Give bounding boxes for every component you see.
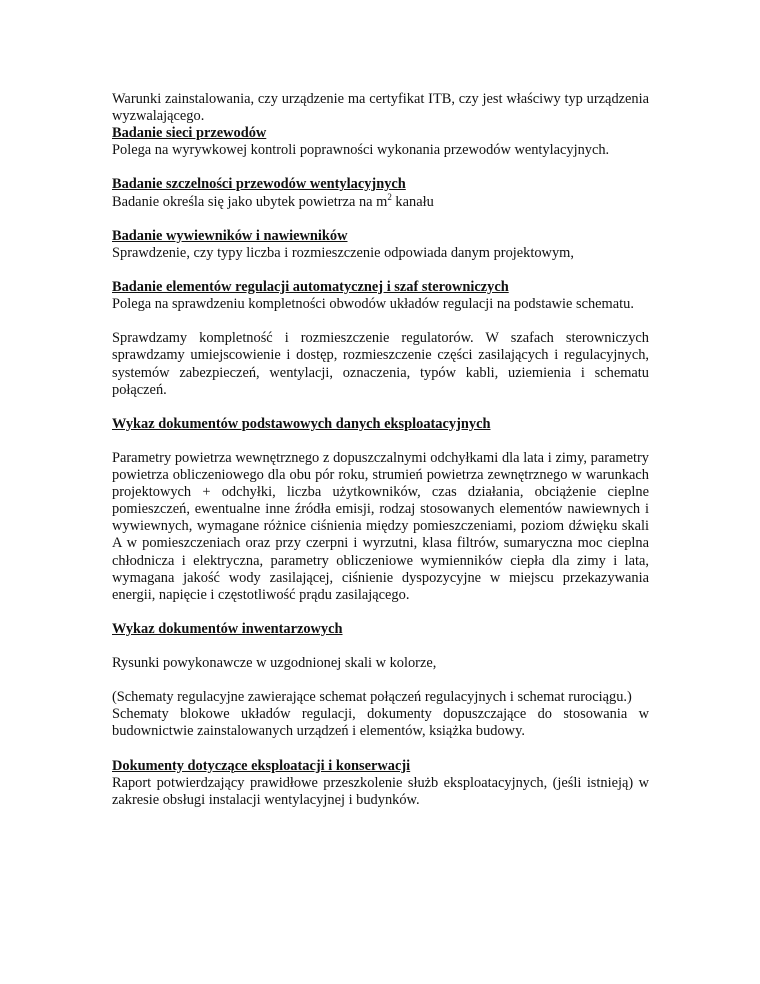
paragraph: Parametry powietrza wewnętrznego z dopuszczalnymi odchyłkami dla lata i zimy, parametry powietrza obliczeniowego dla obu pór roku, strumień powietrza zewnętrznego w warunkach projektowych + odchyłki, liczba użytkowników, czas działania, obciążenie cieplne pomieszczeń, ewentualne inne źródła emisji, rodzaj stosowanych elementów nawiewnych i wywiewnych, wymagane różnice ciśnienia między pomieszczeniami, poziom dźwięku skali A w pomieszczeniach oraz przy czerpni i wyrzutni, klasa filtrów, sumaryczna moc cieplna chłodnicza i elektryczna, parametry obliczeniowe wymienników ciepła dla zimy i lata, wymagana jakość wody zasilającej, ciśnienie dyspozycyjne w miejscu przekazywania energii, napięcie i częstotliwość prądu zasilającego.: [112, 449, 649, 603]
paragraph: Warunki zainstalowania, czy urządzenie ma certyfikat ITB, czy jest właściwy typ urządzenia wyzwalającego.: [112, 91, 649, 125]
paragraph: Raport potwierdzający prawidłowe przeszkolenie służb eksploatacyjnych, (jeśli istnieją) w zakresie obsługi instalacji wentylacyjnej i budynków.: [112, 774, 649, 808]
section-heading: Badanie szczelności przewodów wentylacyjnych: [112, 176, 406, 193]
blank-line: [112, 672, 649, 689]
blank-line: [112, 313, 649, 330]
paragraph-text: kanału: [391, 193, 434, 210]
blank-line: [112, 211, 649, 228]
blank-line: [112, 399, 649, 416]
paragraph: Sprawdzenie, czy typy liczba i rozmieszczenie odpowiada danym projektowym,: [112, 244, 574, 261]
section-heading: Wykaz dokumentów podstawowych danych eksploatacyjnych: [112, 415, 491, 432]
paragraph: Schematy blokowe układów regulacji, dokumenty dopuszczające do stosowania w budownictwie zainstalowanych urządzeń i elementów, książka budowy.: [112, 706, 649, 740]
paragraph: (Schematy regulacyjne zawierające schemat połączeń regulacyjnych i schemat rurociągu.): [112, 689, 632, 706]
paragraph: [112, 191, 649, 211]
superscript: 2: [387, 191, 392, 202]
section-heading: Badanie elementów regulacji automatycznej i szaf sterowniczych: [112, 279, 509, 296]
paragraph: Polega na wyrywkowej kontroli poprawności wykonania przewodów wentylacyjnych.: [112, 142, 610, 159]
blank-line: [112, 604, 649, 621]
blank-line: [112, 741, 649, 758]
section-heading: Badanie wywiewników i nawiewników: [112, 227, 348, 244]
blank-line: [112, 638, 649, 655]
section-heading: Dokumenty dotyczące eksploatacji i konserwacji: [112, 757, 411, 774]
blank-line: [112, 262, 649, 279]
blank-line: [112, 159, 649, 176]
paragraph: Sprawdzamy kompletność i rozmieszczenie regulatorów. W szafach sterowniczych sprawdzamy umiejscowienie i dostęp, rozmieszczenie części zasilających i regulacyjnych, systemów zabezpieczeń, wentylacji, oznaczenia, typów kabli, uziemienia i schematu połączeń.: [112, 330, 649, 398]
paragraph-text: Badanie określa się jako ubytek powietrza na m: [112, 193, 388, 210]
section-heading: Badanie sieci przewodów: [112, 125, 267, 142]
blank-line: [112, 433, 649, 450]
paragraph: Rysunki powykonawcze w uzgodnionej skali w kolorze,: [112, 655, 437, 672]
document-page: [112, 91, 649, 809]
section-heading: Wykaz dokumentów inwentarzowych: [112, 620, 343, 637]
paragraph: Polega na sprawdzeniu kompletności obwodów układów regulacji na podstawie schematu.: [112, 296, 634, 313]
